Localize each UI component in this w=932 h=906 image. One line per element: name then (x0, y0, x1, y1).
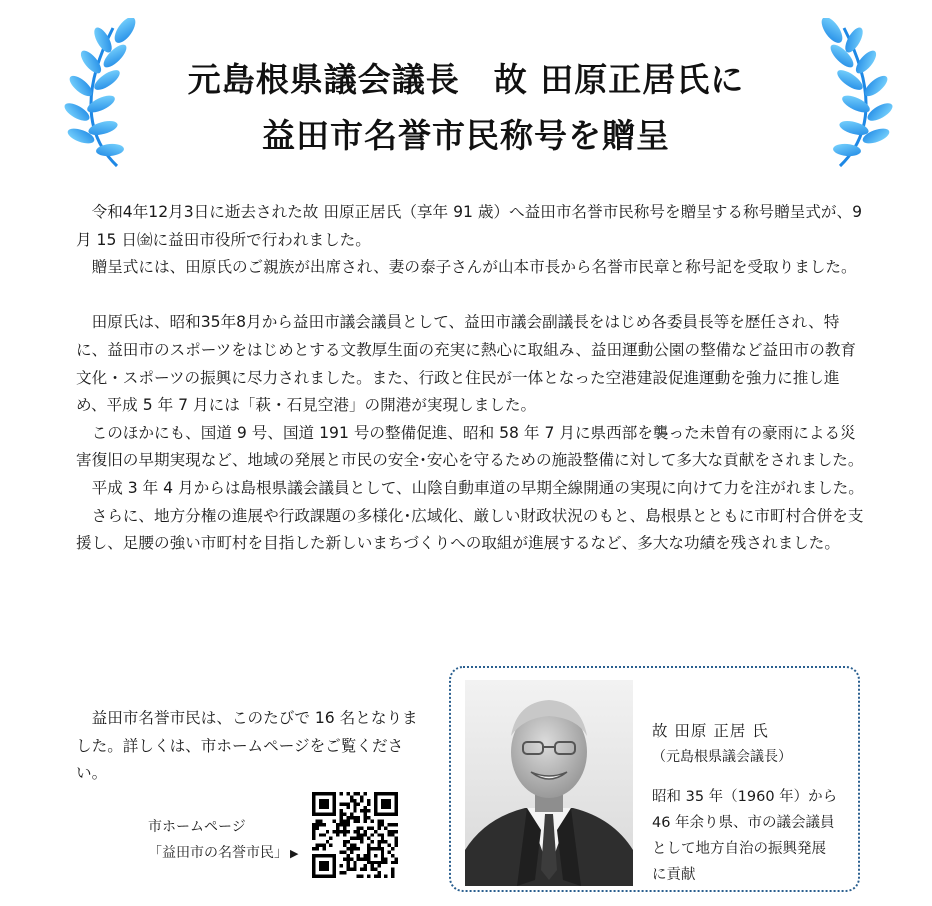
profile-title: （元島根県議会議長） (652, 749, 792, 765)
paragraph-gap (76, 282, 866, 310)
paragraph-recipient: 贈呈式には、田原氏のご親族が出席され、妻の泰子さんが山本市長から名誉市民章と称号記を受取りました。 (91, 258, 857, 277)
paragraph-prefectural: 平成 3 年 4 月からは島根県議会議員として、山陰自動車道の早期全線開通の実現に向けて力を注がれました。 (91, 478, 864, 497)
paragraph-merger: さらに、地方分権の進展や行政課題の多様化･広域化、厳しい財政状況のもと、島根県とともに市町村合併を支援し、足腰の強い市町村を目指した新しいまちづくりへの取組が進展するなど、多大な功績を残されました。 (76, 506, 864, 553)
honorary-citizen-notice: 益田市名誉市民は、このたびで 16 名となりました。詳しくは、市ホームページをご覧ください。 (76, 709, 418, 783)
paragraph-career: 田原氏は、昭和35年8月から益田市議会議員として、益田市議会副議長をはじめ各委員長等を歴任され、特に、益田市のスポーツをはじめとする文教厚生面の充実に熱心に取組み、益田運動公園の整備など益田市の教育文化・スポーツの振興に尽力されました。また、行政と住民が一体となった空港建設促進運動を強力に推し進め、平成 5 年 7 月には「萩・石見空港」の開港が実現しました。 (76, 313, 857, 415)
profile-description (652, 784, 852, 888)
paragraph-ceremony: 令和4年12月3日に逝去された故 田原正居氏（享年 91 歳）へ益田市名誉市民称号を贈呈する称号贈呈式が、9 月 15 日㈮に益田市役所で行われました。 (76, 203, 863, 249)
profile-desc-line: として地方自治の振興発展 (652, 841, 826, 857)
paragraph-contributions: このほかにも、国道 9 号、国道 191 号の整備促進、昭和 58 年 7 月に県西部を襲った未曽有の豪雨による災害復旧の早期実現など、地域の発展と市民の安全･安心を守るための施設整備に対して多大な貢献をされました。 (76, 423, 864, 470)
title-line-2: 益田市名誉市民称号を贈呈 (262, 116, 670, 155)
profile-name: 故 田原 正居 氏 (652, 722, 769, 740)
portrait-photo (465, 680, 633, 886)
profile-desc-line: 昭和 35 年（1960 年）から (652, 789, 838, 805)
qr-caption-line-1: 市ホームページ (148, 819, 246, 835)
article-body (76, 199, 866, 558)
qr-caption-line-2: 「益田市の名誉市民」 (148, 845, 288, 861)
profile-desc-line: 46 年余り県、市の議会議員 (652, 815, 835, 831)
profile-desc-line: に貢献 (652, 867, 696, 883)
arrow-right-icon: ▶ (290, 847, 299, 860)
qr-caption (148, 814, 298, 867)
qr-code-icon[interactable] (312, 792, 398, 878)
title-line-1: 元島根県議会議長 故 田原正居氏に (187, 60, 745, 99)
page-title (0, 52, 932, 164)
